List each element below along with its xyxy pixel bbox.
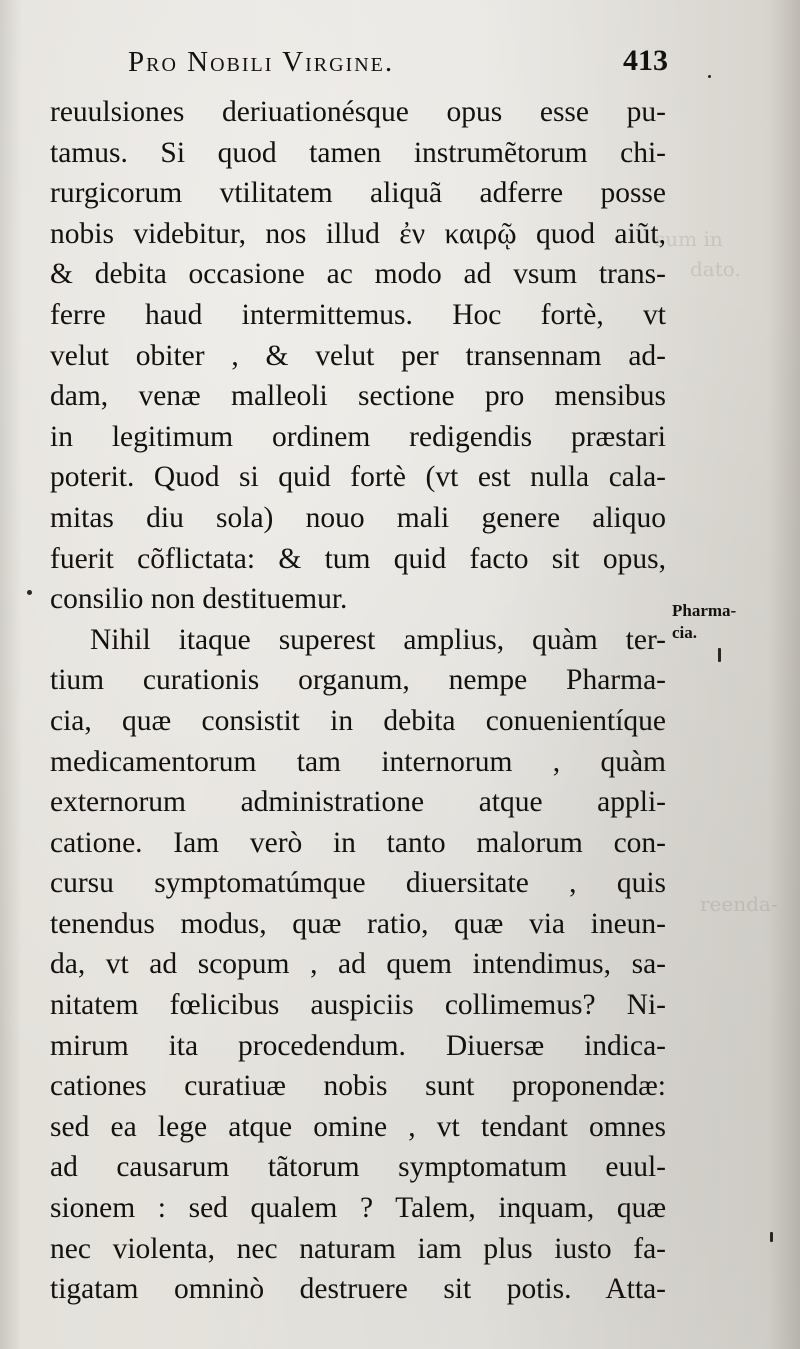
text-line: cationes curatiuæ nobis sunt proponendæ: [50, 1070, 666, 1103]
show-through-text: reenda- [700, 892, 778, 916]
text-line: dam, venæ malleoli sectione pro mensibus [50, 380, 666, 413]
text-line: consilio non destituemur. [50, 583, 348, 616]
text-line: tium curationis organum, nempe Pharma- [50, 664, 666, 697]
ink-speck [770, 1232, 773, 1242]
page-number: 413 [623, 44, 668, 77]
text-line: poterit. Quod si quid fortè (vt est nulla cala- [50, 461, 666, 494]
show-through-text: dato. [690, 257, 741, 281]
text-line: tenendus modus, quæ ratio, quæ via ineun- [50, 907, 666, 940]
marginal-note [672, 600, 772, 644]
text-line: sed ea lege atque omine , vt tendant omnes [50, 1110, 666, 1143]
show-through-text: sum in [655, 227, 723, 251]
ink-speck [708, 75, 711, 78]
text-line: da, vt ad scopum , ad quem intendimus, sa- [50, 948, 666, 981]
text-line: cursu symptomatúmque diuersitate , quis [50, 867, 666, 900]
text-line: cia, quæ consistit in debita conuenientíque [50, 704, 666, 737]
text-line: sionem : sed qualem ? Talem, inquam, quæ [50, 1192, 666, 1225]
text-line: rurgicorum vtilitatem aliquã adferre posse [50, 177, 666, 210]
text-line: nec violenta, nec naturam iam plus iusto fa- [50, 1232, 666, 1265]
text-line: ferre haud intermittemus. Hoc fortè, vt [50, 298, 666, 331]
paragraph-start-line: Nihil itaque superest amplius, quàm ter- [90, 623, 666, 656]
ink-speck [27, 590, 32, 595]
running-head: Pro Nobili Virgine. [128, 46, 395, 78]
ink-speck [718, 648, 721, 662]
text-line: & debita occasione ac modo ad vsum trans- [50, 258, 666, 291]
text-line: in legitimum ordinem redigendis præstari [50, 420, 666, 453]
marginal-note-line: Pharma- [672, 601, 737, 620]
marginal-note-line: cia. [672, 623, 698, 642]
page-header [128, 46, 668, 86]
text-line: nitatem fœlicibus auspiciis collimemus? Ni- [50, 989, 666, 1022]
text-line: medicamentorum tam internorum , quàm [50, 745, 666, 778]
text-line: fuerit cõflictata: & tum quid facto sit opus, [50, 542, 666, 575]
text-line: mirum ita procedendum. Diuersæ indica- [50, 1029, 666, 1062]
text-line: nobis videbitur, nos illud ἐν καιρῷ quod aiũt, [50, 217, 666, 250]
text-line: tamus. Si quod tamen instrumẽtorum chi- [50, 136, 666, 169]
text-line: catione. Iam verò in tanto malorum con- [50, 826, 666, 859]
text-line: ad causarum tãtorum symptomatum euul- [50, 1151, 666, 1184]
body-text [50, 92, 666, 1310]
text-line: velut obiter , & velut per transennam ad- [50, 339, 666, 372]
text-line: mitas diu sola) nouo mali genere aliquo [50, 501, 666, 534]
text-line: reuulsiones deriuationésque opus esse pu- [50, 96, 666, 128]
text-line: tigatam omninò destruere sit potis. Atta- [50, 1273, 666, 1306]
text-line: externorum administratione atque appli- [50, 786, 666, 819]
